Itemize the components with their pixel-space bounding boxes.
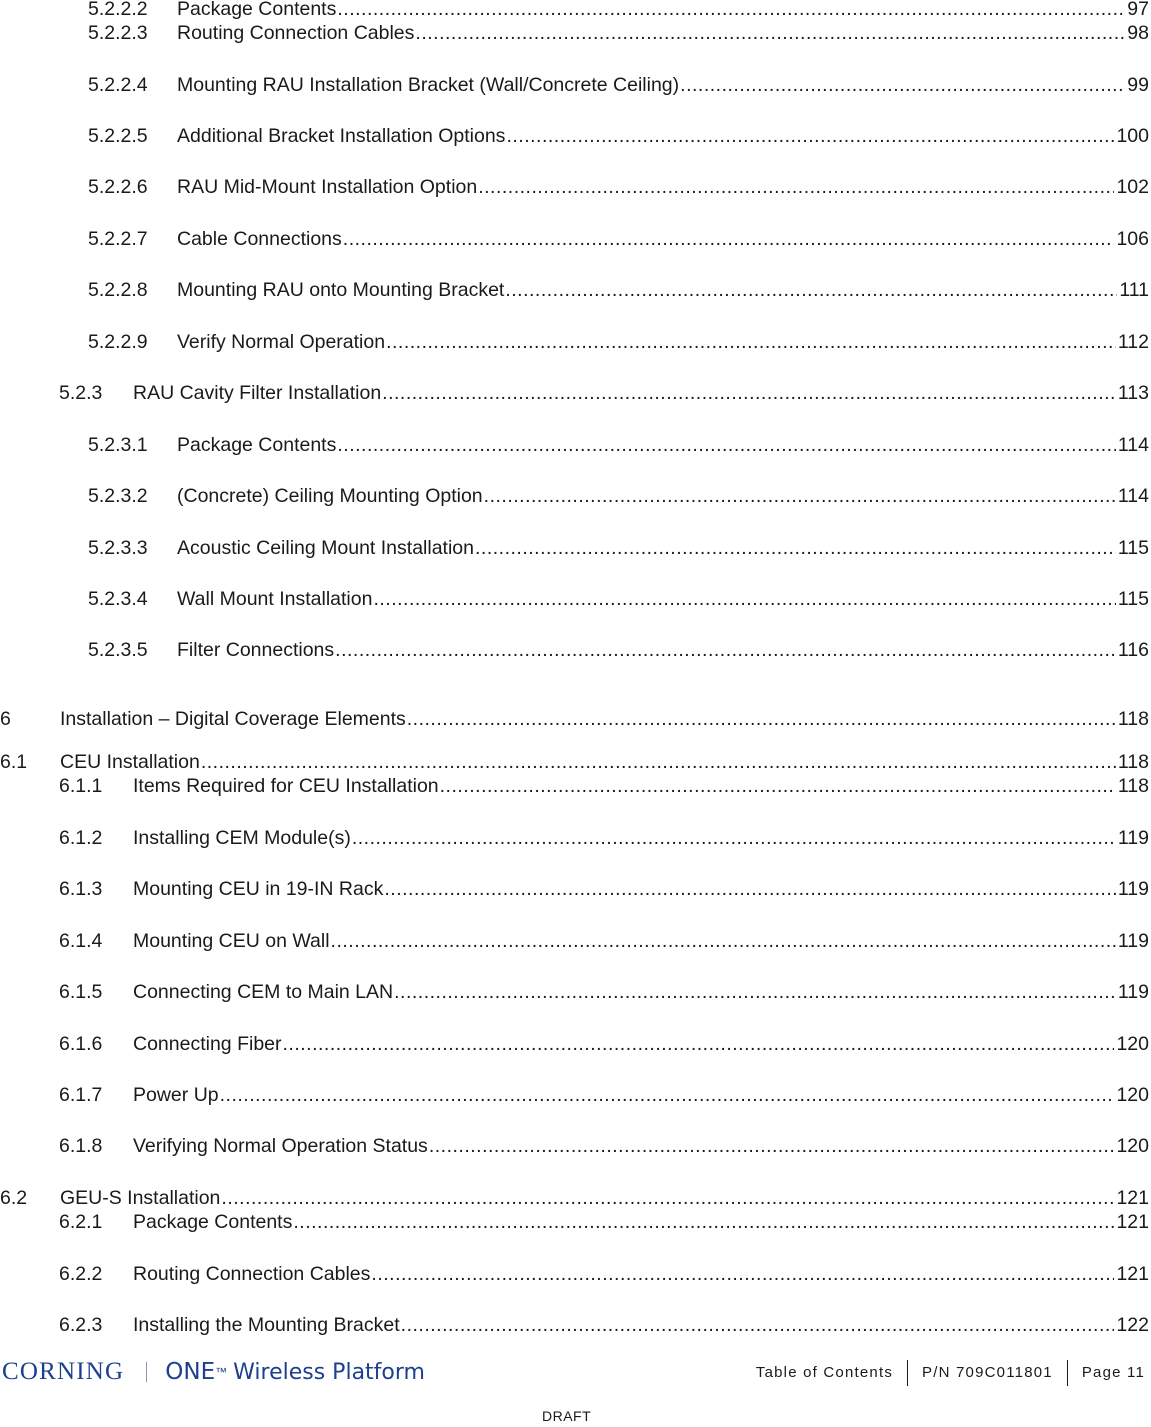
toc-entry-number: 5.2.3.2	[88, 485, 148, 507]
toc-entry-page: 98	[1127, 22, 1149, 44]
logo-separator	[146, 1362, 147, 1382]
toc-entry-number: 6.1.3	[59, 878, 103, 900]
toc-entry[interactable]	[59, 381, 1149, 405]
toc-entry-title: Installation – Digital Coverage Elements	[60, 708, 406, 730]
toc-entry-title: RAU Cavity Filter Installation	[133, 382, 382, 404]
toc-entry-page: 113	[1117, 382, 1149, 404]
toc-dot-leader	[386, 330, 1116, 354]
footer-page-number: Page 11	[1081, 1364, 1145, 1381]
toc-entry[interactable]	[59, 1032, 1149, 1056]
toc-entry-number: 6.1.5	[59, 981, 103, 1003]
toc-dot-leader	[283, 1032, 1115, 1056]
toc-dot-leader	[331, 929, 1116, 953]
toc-entry-title: Wall Mount Installation	[177, 588, 373, 610]
toc-dot-leader	[394, 980, 1116, 1004]
wireless-platform-wordmark: Wireless Platform	[233, 1359, 425, 1385]
toc-entry[interactable]	[88, 124, 1149, 148]
toc-entry-page: 114	[1117, 434, 1149, 456]
toc-entry-title: (Concrete) Ceiling Mounting Option	[177, 485, 483, 507]
toc-entry[interactable]	[0, 750, 1149, 774]
toc-entry[interactable]	[59, 1262, 1149, 1286]
toc-dot-leader	[201, 750, 1116, 774]
toc-entry[interactable]	[88, 330, 1149, 354]
toc-entry-number: 6.1.6	[59, 1033, 103, 1055]
corning-wordmark: CORNING	[2, 1358, 125, 1385]
toc-entry-number: 6.2	[0, 1187, 28, 1209]
toc-dot-leader	[680, 73, 1125, 97]
toc-dot-leader	[440, 774, 1116, 798]
toc-entry-title: Package Contents	[133, 1211, 293, 1233]
toc-entry-title: Mounting CEU on Wall	[133, 930, 330, 952]
toc-entry[interactable]	[88, 73, 1149, 97]
toc-entry-page: 121	[1116, 1211, 1149, 1233]
toc-dot-leader	[401, 1313, 1115, 1337]
toc-entry-title: Cable Connections	[177, 228, 342, 250]
toc-entry-number: 5.2.2.8	[88, 279, 148, 301]
toc-entry-page: 119	[1117, 878, 1149, 900]
toc-entry-page: 115	[1117, 588, 1149, 610]
toc-entry-title: Verifying Normal Operation Status	[133, 1135, 428, 1157]
toc-entry-title: Power Up	[133, 1084, 219, 1106]
toc-entry[interactable]	[59, 774, 1149, 798]
toc-entry-number: 6.1.4	[59, 930, 103, 952]
toc-entry-title: Routing Connection Cables	[177, 22, 415, 44]
toc-dot-leader	[478, 175, 1114, 199]
toc-entry[interactable]	[59, 1313, 1149, 1337]
toc-entry-number: 5.2.2.9	[88, 331, 148, 353]
trademark-symbol: ™	[215, 1365, 228, 1379]
toc-entry-page: 102	[1116, 176, 1149, 198]
toc-entry-number: 6.2.3	[59, 1314, 103, 1336]
toc-dot-leader	[382, 381, 1116, 405]
toc-entry-title: Additional Bracket Installation Options	[177, 125, 506, 147]
toc-entry-page: 100	[1116, 125, 1149, 147]
toc-dot-leader	[337, 433, 1116, 457]
toc-entry-number: 6.1.7	[59, 1084, 103, 1106]
toc-entry-title: Connecting Fiber	[133, 1033, 282, 1055]
toc-entry[interactable]	[0, 707, 1149, 731]
toc-dot-leader	[352, 826, 1116, 850]
toc-entry-title: Filter Connections	[177, 639, 335, 661]
toc-entry-page: 119	[1117, 930, 1149, 952]
toc-entry-page: 118	[1117, 751, 1149, 773]
toc-entry-page: 119	[1117, 981, 1149, 1003]
toc-entry-number: 5.2.3	[59, 382, 103, 404]
toc-entry[interactable]	[88, 0, 1149, 21]
page-footer	[0, 1352, 1151, 1392]
toc-dot-leader	[415, 21, 1125, 45]
toc-entry-page: 111	[1119, 279, 1149, 301]
toc-entry-page: 106	[1116, 228, 1149, 250]
toc-entry-title: Mounting RAU Installation Bracket (Wall/Concrete Ceiling)	[177, 74, 680, 96]
toc-entry-number: 5.2.3.1	[88, 434, 148, 456]
toc-entry-title: Routing Connection Cables	[133, 1263, 371, 1285]
toc-dot-leader	[371, 1262, 1114, 1286]
toc-entry[interactable]	[59, 877, 1149, 901]
toc-entry[interactable]	[88, 536, 1149, 560]
toc-entry-number: 5.2.2.5	[88, 125, 148, 147]
toc-entry-page: 120	[1116, 1033, 1149, 1055]
toc-entry[interactable]	[59, 1210, 1149, 1234]
toc-entry-title: Connecting CEM to Main LAN	[133, 981, 394, 1003]
toc-dot-leader	[221, 1186, 1114, 1210]
toc-entry-title: Installing the Mounting Bracket	[133, 1314, 400, 1336]
toc-dot-leader	[475, 536, 1116, 560]
toc-entry-title: GEU-S Installation	[60, 1187, 221, 1209]
toc-entry-page: 118	[1117, 708, 1149, 730]
toc-entry-title: Acoustic Ceiling Mount Installation	[177, 537, 474, 559]
toc-entry[interactable]	[59, 980, 1149, 1004]
toc-entry[interactable]	[88, 175, 1149, 199]
toc-dot-leader	[407, 707, 1116, 731]
toc-entry[interactable]	[88, 278, 1149, 302]
toc-dot-leader	[293, 1210, 1114, 1234]
toc-entry[interactable]	[0, 1186, 1149, 1210]
toc-entry-page: 116	[1117, 639, 1149, 661]
toc-dot-leader	[384, 877, 1116, 901]
toc-entry-title: Verify Normal Operation	[177, 331, 386, 353]
toc-entry[interactable]	[59, 1134, 1149, 1158]
toc-entry-number: 6	[0, 708, 11, 730]
footer-part-number: P/N 709C011801	[922, 1364, 1053, 1381]
toc-entry[interactable]	[88, 227, 1149, 251]
toc-entry-number: 6.1.8	[59, 1135, 103, 1157]
toc-entry-page: 122	[1116, 1314, 1149, 1336]
toc-entry[interactable]	[88, 484, 1149, 508]
toc-entry-title: Items Required for CEU Installation	[133, 775, 439, 797]
toc-entry-page: 120	[1116, 1135, 1149, 1157]
toc-entry-page: 121	[1116, 1187, 1149, 1209]
toc-entry-title: Mounting CEU in 19-IN Rack	[133, 878, 384, 900]
toc-entry[interactable]	[59, 826, 1149, 850]
toc-entry-page: 97	[1126, 0, 1149, 21]
toc-entry-page: 119	[1117, 827, 1149, 849]
toc-dot-leader	[343, 227, 1115, 251]
toc-entry-page: 114	[1117, 485, 1149, 507]
toc-entry-number: 5.2.2.3	[88, 22, 148, 44]
toc-entry-number: 6.1.1	[59, 775, 103, 797]
toc-entry-page: 99	[1127, 74, 1149, 96]
toc-entry-number: 5.2.2.6	[88, 176, 148, 198]
toc-dot-leader	[373, 587, 1115, 611]
one-wordmark: ONE	[165, 1359, 216, 1385]
toc-entry[interactable]	[88, 21, 1149, 45]
toc-entry[interactable]	[88, 433, 1149, 457]
toc-dot-leader	[337, 0, 1125, 21]
toc-entry[interactable]	[59, 929, 1149, 953]
footer-section: Table of Contents	[755, 1364, 894, 1381]
corning-one-logo	[2, 1356, 425, 1388]
toc-entry-title: Package Contents	[177, 0, 337, 20]
toc-entry-number: 6.1	[0, 751, 28, 773]
toc-dot-leader	[429, 1134, 1115, 1158]
toc-entry-number: 5.2.3.4	[88, 588, 148, 610]
toc-entry[interactable]	[88, 587, 1149, 611]
toc-entry[interactable]	[59, 1083, 1149, 1107]
toc-entry[interactable]	[88, 638, 1149, 662]
toc-entry-title: RAU Mid-Mount Installation Option	[177, 176, 478, 198]
toc-entry-title: Mounting RAU onto Mounting Bracket	[177, 279, 505, 301]
toc-entry-number: 5.2.3.3	[88, 537, 148, 559]
toc-entry-number: 5.2.2.7	[88, 228, 148, 250]
toc-entry-number: 6.2.1	[59, 1211, 103, 1233]
toc-entry-title: CEU Installation	[60, 751, 200, 773]
toc-dot-leader	[505, 278, 1117, 302]
toc-entry-page: 121	[1116, 1263, 1149, 1285]
footer-info	[742, 1360, 1145, 1386]
toc-dot-leader	[220, 1083, 1115, 1107]
toc-entry-number: 5.2.2.2	[88, 0, 148, 20]
toc-entry-number: 5.2.2.4	[88, 74, 148, 96]
toc-entry-number: 6.1.2	[59, 827, 103, 849]
toc-entry-number: 6.2.2	[59, 1263, 103, 1285]
toc-entry-page: 115	[1117, 537, 1149, 559]
toc-dot-leader	[335, 638, 1116, 662]
toc-entry-title: Package Contents	[177, 434, 337, 456]
toc-dot-leader	[484, 484, 1116, 508]
toc-dot-leader	[506, 124, 1114, 148]
toc-entry-title: Installing CEM Module(s)	[133, 827, 351, 849]
toc-entry-page: 118	[1117, 775, 1149, 797]
draft-label: DRAFT	[542, 1408, 592, 1424]
toc-entry-page: 120	[1116, 1084, 1149, 1106]
toc-entry-page: 112	[1117, 331, 1149, 353]
toc-entry-number: 5.2.3.5	[88, 639, 148, 661]
